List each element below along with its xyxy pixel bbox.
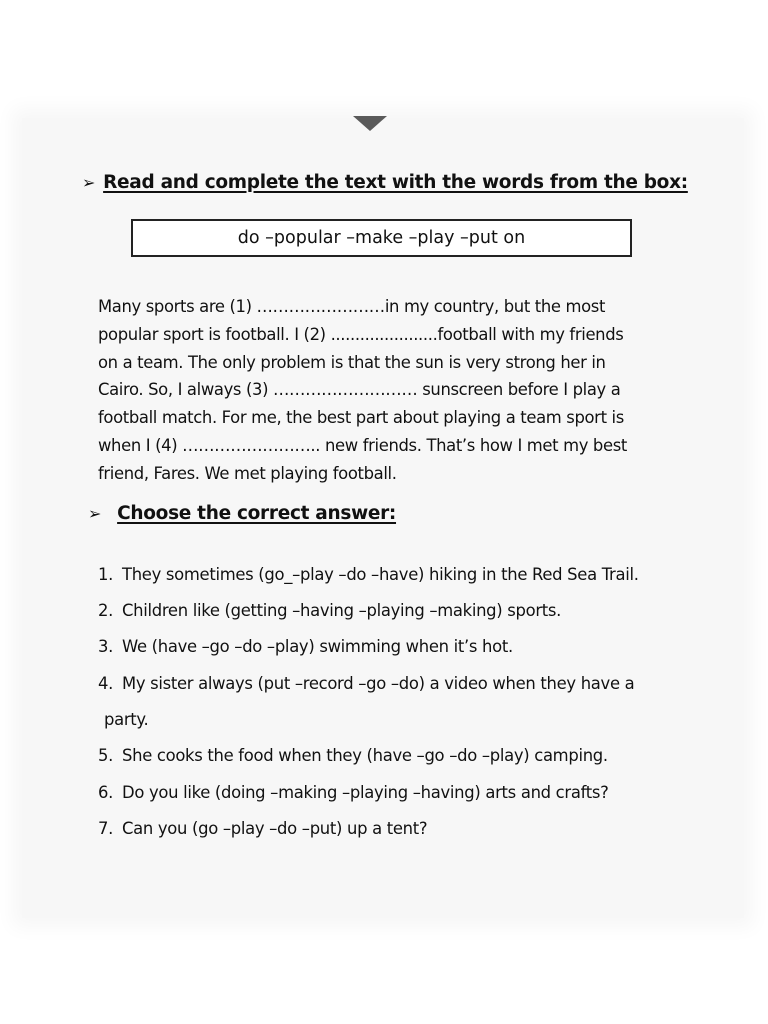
question-item <box>98 674 634 693</box>
question-item <box>98 783 609 802</box>
question-text: We (have –go –do –play) swimming when it’s hot. <box>122 637 513 656</box>
question-item <box>98 819 427 838</box>
question-item <box>98 637 513 656</box>
passage-line: Many sports are (1) ……………………in my country, but the most <box>98 297 606 316</box>
question-number: 6. <box>98 783 114 802</box>
section-heading-choose-answer <box>88 503 396 524</box>
question-number: 5. <box>98 746 114 765</box>
question-text: She cooks the food when they (have –go –do –play) camping. <box>122 746 608 765</box>
section-heading-complete-text <box>82 172 688 193</box>
passage-line: friend, Fares. We met playing football. <box>98 463 397 483</box>
question-text: Do you like (doing –making –playing –having) arts and crafts? <box>122 783 609 802</box>
question-number: 1. <box>98 565 114 584</box>
arrow-bullet-icon: ➢ <box>82 173 96 192</box>
question-text: They sometimes (go_–play –do –have) hiking in the Red Sea Trail. <box>122 565 639 584</box>
passage-line: football match. For me, the best part about playing a team sport is <box>98 408 624 428</box>
passage-line: Cairo. So, I always (3) ……………………… sunscreen before I play a <box>98 380 621 400</box>
passage-line: popular sport is football. I (2) ......................football with my friends <box>98 324 624 344</box>
passage-line: when I (4) …………………….. new friends. That’s how I met my best <box>98 435 627 455</box>
triangle-marker-icon <box>353 116 387 131</box>
question-item <box>98 601 561 620</box>
question-item <box>98 746 608 765</box>
heading-text: Choose the correct answer: <box>117 503 397 524</box>
arrow-bullet-icon: ➢ <box>88 504 102 523</box>
reading-passage <box>98 293 698 488</box>
question-text: My sister always (put –record –go –do) a video when they have a <box>122 674 635 693</box>
word-box <box>131 219 632 257</box>
passage-line: on a team. The only problem is that the sun is very strong her in <box>98 352 606 372</box>
question-number: 7. <box>98 819 114 838</box>
question-text: Can you (go –play –do –put) up a tent? <box>122 819 428 838</box>
question-item <box>98 565 639 584</box>
heading-text: Read and complete the text with the words from the box: <box>103 172 688 193</box>
question-text: Children like (getting –having –playing –making) sports. <box>122 601 562 620</box>
question-number: 3. <box>98 637 114 656</box>
question-number: 2. <box>98 601 114 620</box>
word-box-text: do –popular –make –play –put on <box>237 228 526 248</box>
question-continuation: party. <box>104 710 149 729</box>
question-number: 4. <box>98 674 114 693</box>
